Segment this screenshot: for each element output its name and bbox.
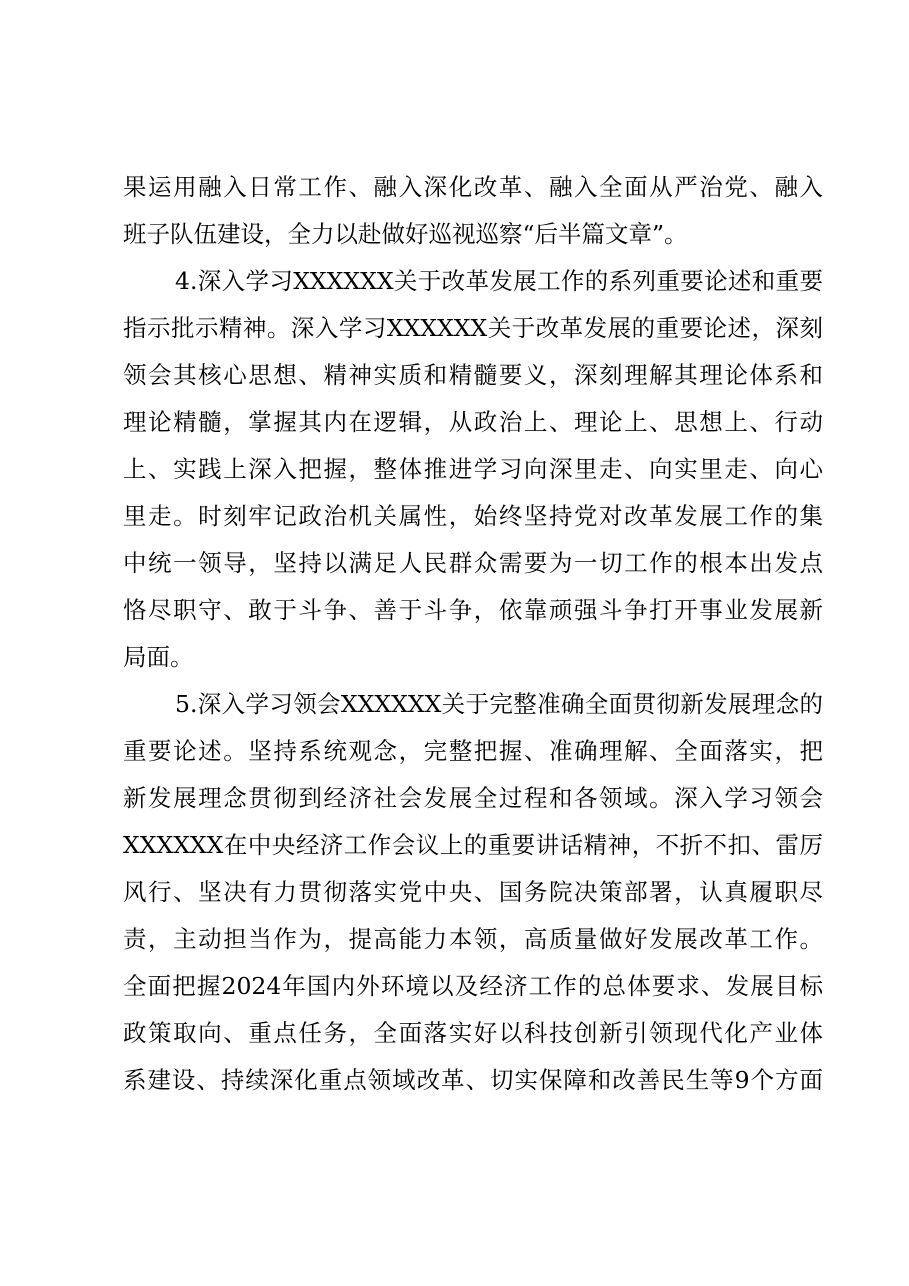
paragraph-line: 政策取向、重点任务，全面落实好以科技创新引领现代化产业体 xyxy=(123,1019,823,1047)
paragraph-line: 指示批示精神。深入学习XXXXXX关于改革发展的重要论述，深刻 xyxy=(123,314,823,342)
paragraph-line: 中统一领导，坚持以满足人民群众需要为一切工作的根本出发点 xyxy=(123,549,823,577)
paragraph-line: 风行、坚决有力贯彻落实党中央、国务院决策部署，认真履职尽 xyxy=(123,878,823,906)
paragraph-line: XXXXXX在中央经济工作会议上的重要讲话精神，不折不扣、雷厉 xyxy=(123,831,823,859)
paragraph-line: 理论精髓，掌握其内在逻辑，从政治上、理论上、思想上、行动 xyxy=(123,408,823,436)
paragraph-line: 责，主动担当作为，提高能力本领，高质量做好发展改革工作。 xyxy=(123,925,823,953)
paragraph-line: 恪尽职守、敢于斗争、善于斗争，依靠顽强斗争打开事业发展新 xyxy=(123,596,823,624)
paragraph-heading-line: 4.深入学习XXXXXX关于改革发展工作的系列重要论述和重要 xyxy=(175,267,823,295)
paragraph-line: 系建设、持续深化重点领域改革、切实保障和改善民生等9个方面 xyxy=(123,1066,823,1094)
paragraph-line: 上、实践上深入把握，整体推进学习向深里走、向实里走、向心 xyxy=(123,455,823,483)
paragraph-line: 班子队伍建设，全力以赴做好巡视巡察“后半篇文章”。 xyxy=(123,220,688,248)
paragraph-line: 局面。 xyxy=(123,643,194,671)
paragraph-line: 重要论述。坚持系统观念，完整把握、准确理解、全面落实，把 xyxy=(123,737,823,765)
body-text xyxy=(123,164,823,1104)
paragraph-line: 新发展理念贯彻到经济社会发展全过程和各领域。深入学习领会 xyxy=(123,784,823,812)
paragraph-line: 全面把握2024年国内外环境以及经济工作的总体要求、发展目标 xyxy=(123,972,823,1000)
paragraph-heading-line: 5.深入学习领会XXXXXX关于完整准确全面贯彻新发展理念的 xyxy=(175,690,823,718)
paragraph-line: 领会其核心思想、精神实质和精髓要义，深刻理解其理论体系和 xyxy=(123,361,823,389)
paragraph-line: 果运用融入日常工作、融入深化改革、融入全面从严治党、融入 xyxy=(123,173,823,201)
paragraph-line: 里走。时刻牢记政治机关属性，始终坚持党对改革发展工作的集 xyxy=(123,502,823,530)
